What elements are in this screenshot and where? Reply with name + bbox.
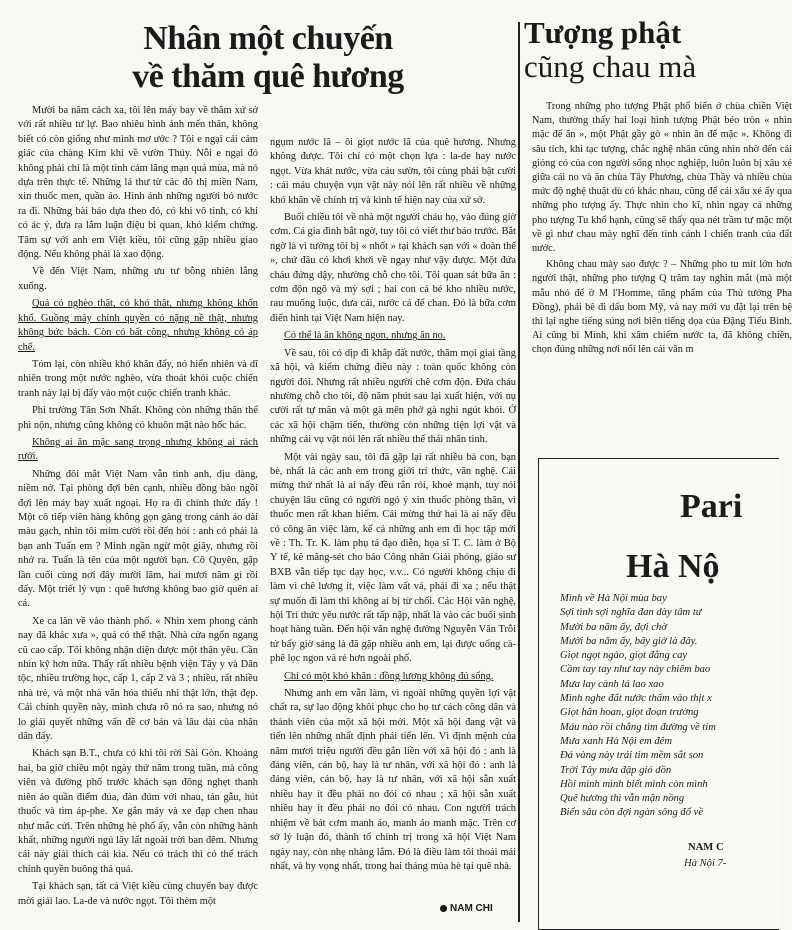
- side-article-title: [524, 16, 784, 84]
- poem-line: Mười ba năm ấy, bây giờ là đây.: [560, 635, 698, 647]
- underlined-paragraph: Có thể là ăn không ngon, nhưng ăn no.: [284, 330, 446, 342]
- article-title: [30, 20, 506, 96]
- paragraph: Nhưng anh em vẫn làm, vì ngoài những quyền lợi vật chất ra, sự lao động khôi phục cho họ tư cách công dân và thành viên của một xã hội mới. Một xã hội đang vật và tiến lên những nhất định phải tiến lên. Vì định mệnh của năm mươi triệu người đều gắn liền với xã hội đó : anh là đảng viên, cán bộ, hay là tư nhân, với xã hội đó : anh là đảng viên, cán bộ, hay là tư nhân, với xã hội sẵn xuất nhiều hay ít đều phải no đói có nhau ; xã hội sẵn xuất nhiều hay ít đều phải no đói có nhau. Con người trách nhiệm về bát cơm manh áo, manh áo manh mặc. Trên cơ sở lý luận đó, thành tố chính trị trong xã hội Việt Nam ngày nay, còn nhẹ nhàng lắm. Đó là điều làm tôi thoải mái nhất, và hy vọng nhất, trong hai tháng mùa hè tại quê nhà.: [270, 688, 516, 872]
- poem-line: Giọt ngọt ngào, giọt đắng cay: [560, 650, 688, 662]
- poem-line: Mưa xanh Hà Nội em đêm: [560, 735, 672, 747]
- paragraph: ngụm nước lã – ôi giọt nước lã của quê hương. Nhưng không được. Tôi chỉ có một chọn lựa : la-de hay nước ngọt. Vừa khát nước, vừa cáu sườn, tôi cùng phải bật cười : cái máu chuyện vụn vặt này nói lên rất nhiều về những khó khăn về chính trị và kinh tế hiện nay của xứ sở.: [270, 137, 516, 206]
- underlined-paragraph: Chỉ có một khó khăn : đồng lương không đủ sống.: [284, 670, 494, 682]
- byline-name: NAM CHI: [450, 903, 493, 914]
- article-title-line-2: về thăm quê hương: [132, 58, 404, 95]
- paragraph: Không chau mày sao được ? – Những pho tu mít lớn hơn người thật, những pho tượng Q trâm tay nghìn mắt (mà một mẫu nhỏ để ở M l'Homme, tăng phẩm của Thủ tướng Pha Đồng), phải bê đi dấu bom Mỹ, và nay mới vu đặt lại trên bệ thì lại nghe tiếng súng nơi biên tiếng dọa của Đặng Tiểu Bình. Ai cũng bi Minh, khi xâm chiếm nước ta, đã không chiền, chọn đúng những nơi nổi lên cái văn m: [532, 259, 792, 356]
- poem-heading-line-1: Pari: [680, 488, 743, 525]
- paragraph: Về sau, tôi có dịp đi khắp đất nước, thăm mọi giai tầng xã hội, và kiểm chứng điều này : toàn quốc không còn người đói. Nhưng rất nhiều người chê cơm độn. Đứa cháu nhường chỗ cho tôi, độ năm phút sau lại xuất hiện, với nụ cười rất tự mãn và một gà mên phở gà nghi ngút khói. Ở các xã hội chậm tiến, thường còn những tiện lợi vật và những cái vụ vặt nói lên rất nhiều thế thái nhân tình.: [270, 347, 516, 446]
- poem-line: Hồi mình mình biết mình còn mình: [560, 778, 708, 790]
- poem-line: Cầm tay tay như tay này chiêm bao: [560, 664, 711, 676]
- poem-line: Mười ba năm ấy, đợi chờ: [560, 621, 667, 633]
- poem-line: Đá vàng này trái tim mềm sắt son: [560, 750, 704, 762]
- paragraph: Những đôi mắt Việt Nam vẫn tinh anh, dịu dàng, niềm nở. Tại phòng đợi bên cạnh, nhiều đồng bào ngồi đợi lên máy bay xuất ngoại. Họ ra đi chính thức đấy ! Một cô tiếp viên hàng không gọn gàng trong cánh áo dài màu gạch, nhìn tôi mỉm cười rồi đến hỏi : anh có phải là bạn anh Tuấn em ? Minh ngần ngừ một giây, nhưng rồi nhớ ra. Tuấn là tên của một người bạn. Cô Quyên, gặp lần cuối cùng nơi đây mười lăm, hai mươi năm gì rồi đấy. Một triết lý vụn : quê hương không bao giờ quên ai cả.: [18, 468, 258, 610]
- poem-line: Mưa lay cành lá lao xao: [560, 678, 664, 690]
- column-divider: [518, 22, 520, 922]
- side-article-body: [532, 100, 792, 450]
- bullet-icon: [440, 905, 447, 912]
- underlined-paragraph: Không ai ăn mặc sang trọng nhưng không ai rách rưới.: [18, 436, 258, 463]
- poem-signature: NAM C: [688, 842, 724, 853]
- paragraph: Buổi chiều tôi về nhà một người cháu họ, vào đúng giờ cơm. Cả gia đình bắt ngờ, tuy tôi có viết thư báo trước. Bắt ngờ là vì tưởng tôi bị « nhốt » tại khách sạn với « đoàn thể », chứ đâu có khơi khơi về ngay như vậy được. Một đứa cháu đứng dậy, nhường chỗ cho tôi. Tôi quan sát bữa ăn : cơm độn ngô và mỳ sợi ; hai con cá bé kho nhiều nước, rau muống luộc, dưa cải, nước cá để chan. Đó là bữa cơm điển hình tại Việt Nam hiện nay.: [270, 212, 516, 324]
- poem-line: Sợi tình sợi nghĩa đan dày tâm tư: [560, 607, 702, 619]
- paragraph: Phi trường Tân Sơn Nhất. Không còn những thân thể phì nộn, nhưng cũng không có khuôn mặt nào hốc hác.: [18, 405, 258, 431]
- article-byline: [440, 903, 493, 914]
- paragraph: Tóm lại, còn nhiều khó khăn đấy, nó hiển nhiên và dĩ nhiên trong một nước nghèo, vừa thoát khỏi cuộc chiến tranh này lại bị đẩy vào một cuộc chiến tranh khác.: [18, 358, 258, 399]
- underlined-paragraph: Quả có nghèo thật, có khó thật, nhưng không khốn khổ. Guồng máy chính quyền có nặng nề thật, nhưng không bức bách. Còn có bất công, nhưng không có áp chế.: [18, 298, 258, 353]
- poem-place-date: Hà Nội 7-: [684, 858, 727, 869]
- poem-line: Máu nào rồi chẳng tìm đường về tim: [560, 721, 716, 733]
- poem-heading-line-2: Hà Nộ: [626, 548, 720, 585]
- article-title-line-1: Nhân một chuyến: [143, 20, 393, 57]
- paragraph: Tại khách sạn, tất cả Việt kiều cùng chuyến bay được mời giải lao. La-de và nước ngọt. Tôi thèm một: [18, 881, 258, 907]
- poem-text: [560, 592, 780, 821]
- paragraph: Xe ca lăn về vào thành phố. « Nhìn xem phong cảnh nay đã khác xưa », quả có thế thật. Nhà cửa ngổn ngang cũ cao cấp. Tôi không nhận diện được một thân yêu. Cần nhìn kỹ hơn nữa. Thấy rất nhiều bệnh viện Tây y và Dân tộc, nhiều trường học, cấp 1, cấp 2 và 3 ; nhiều, rất nhiều nhà trẻ, và một nhà văn hóa thiếu nhi thật lớn, thật đẹp. Cái chính quyền này, mình chưa rõ nó ra sao, nhưng nó lo giải quyết những vấn đề cơ bản và lâu dài của nhân dân đấy.: [18, 615, 258, 743]
- poem-line: Biển sâu còn đợi ngàn sông đổ về: [560, 807, 704, 819]
- paragraph: Mười ba năm cách xa, tôi lên máy bay về thăm xứ sở với rất nhiều tư lự. Bao nhiêu hình ảnh mến thân, không biết có còn giống như mình mơ ước ? Tôi e ngại cái cảm giác của chàng Kim khi về vườn Thúy. Nỗi e ngại đó không phải chỉ là một tình cảm lãng mạn quá mùa, mà nó dựa trên thực tế. Những lá thư từ các đô thị miền Nam, xin thuốc men, quần áo. Hình ảnh những người bỏ nước ra đi. Những bài báo dựa theo đó, có khi vô tình, có khi có ác ý, đưa ra lắm luận điệu bi quan, khó kiểm chứng. Tâm sự với anh em Việt kiều, tôi cũng gặp nhiều giao động. Nếu không phải là xao động.: [18, 105, 258, 261]
- article-column-2: [270, 136, 516, 908]
- side-title-line-2: cũng chau mà: [524, 49, 697, 84]
- paragraph: Trong những pho tượng Phật phổ biến ở chùa chiền Việt Nam, thường thấy hai loại hình tượng Phật béo tròn « nhìn mặc để ăn », một Phật gầy gò « nhìn ăn để mặc ». Không đi sâu tích, khi tạc tượng, chắc nghệ nhân cũng nhìn nhờ đến cái giỏng có của con người sống nhọc nghiệp, luôn luôn bị xâu xé giữa cái no và ăn chùa Tây Phương, chùa Thầy và nhiều chùa mức độ nghệ thuật dù có khác nhau, cũng để cái xâu xé ấy qua những pho tượng ấy. Thực nhìn cho kĩ, nhìn ngay cả những pho tượng Tu khổ hạnh, cũng sẽ thấy qua nét trầm tư mặc một về gì như chau mày nghĩ đến tình cảnh l chiến tranh của đất nước.: [532, 101, 792, 255]
- paragraph: Về đến Việt Nam, những ưu tư bỗng nhiên lắng xuống.: [18, 266, 258, 292]
- side-title-line-1: Tượng phật: [524, 15, 682, 50]
- paragraph: Một vài ngày sau, tôi đã gặp lại rất nhiều bà con, bạn bè, nhất là các anh em trong giới trí thức, văn nghệ. Cái mừng thứ nhất là ai nấy đều rắn rỏi, khoẻ mạnh, tuy nói chuyện lâu cũng có người ngỏ ý xin thuốc phòng thân, vì thuốc men rất khan hiếm. Cái mừng thứ hai là ai nấy đều có công ăn việc làm, kể cả những anh em đi học tập mới về : Th. Tr. K. làm phụ tá đạo diễn, họa sĩ T. C. làm ở Bộ Y tế, kê mãng-sét cho báo Công nhân Giải phóng, giáo sư BXB vẫn tiếp tục dạy học, v.v... Có người không chịu đi làm vì chê lương ít, việc làm vất vả, phải đi xa ; nếu thật sự muốn đi làm thì không ai bị từ chối. Các Hội văn nghệ, hội Trí thức yêu nước rất tấp nập, nhất là vào các buổi sinh hoạt hàng tuần. Đến hội văn nghệ đường Nguyễn Văn Trỗi tử bấy giờ sáng là đã gặp nhiều anh em, lại được uống cà-phê lọc ngon và rẻ hơn ngoài phố.: [270, 451, 516, 665]
- poem-line: Quê hương thì vẫn mặn nồng: [560, 793, 685, 805]
- article-column-1: [18, 104, 258, 916]
- poem-line: Mình về Hà Nội mùa bay: [560, 593, 667, 604]
- poem-line: Giọt hân hoan, giọt đoạn trường: [560, 707, 699, 719]
- poem-line: Trời Tây mưa đập gió dồn: [560, 764, 672, 776]
- poem-line: Mình nghe đất nước thấm vào thịt x: [560, 693, 712, 705]
- paragraph: Khách sạn B.T., chưa có khi tôi rời Sài Gòn. Khoảng hai, ba giờ chiều một ngày thứ năm trong tuần, mà công viên và đường phố trước khách sạn đông nghẹt thanh niên áo quần điểm đúa, đàn đúm với nhau, tán gẫu, hút thuốc và tìm áp-phe. Xe gắn máy và xe đạp chen nhau như mắc cửi. Trên những hè phố ấy, vẫn còn những hành khất, những người ngủ lây lất ngoài trời ban đêm. Nhưng cái này giải thích cái kia. Nếu có trách thì có thể trách chính quyền buông thả quá.: [18, 748, 258, 875]
